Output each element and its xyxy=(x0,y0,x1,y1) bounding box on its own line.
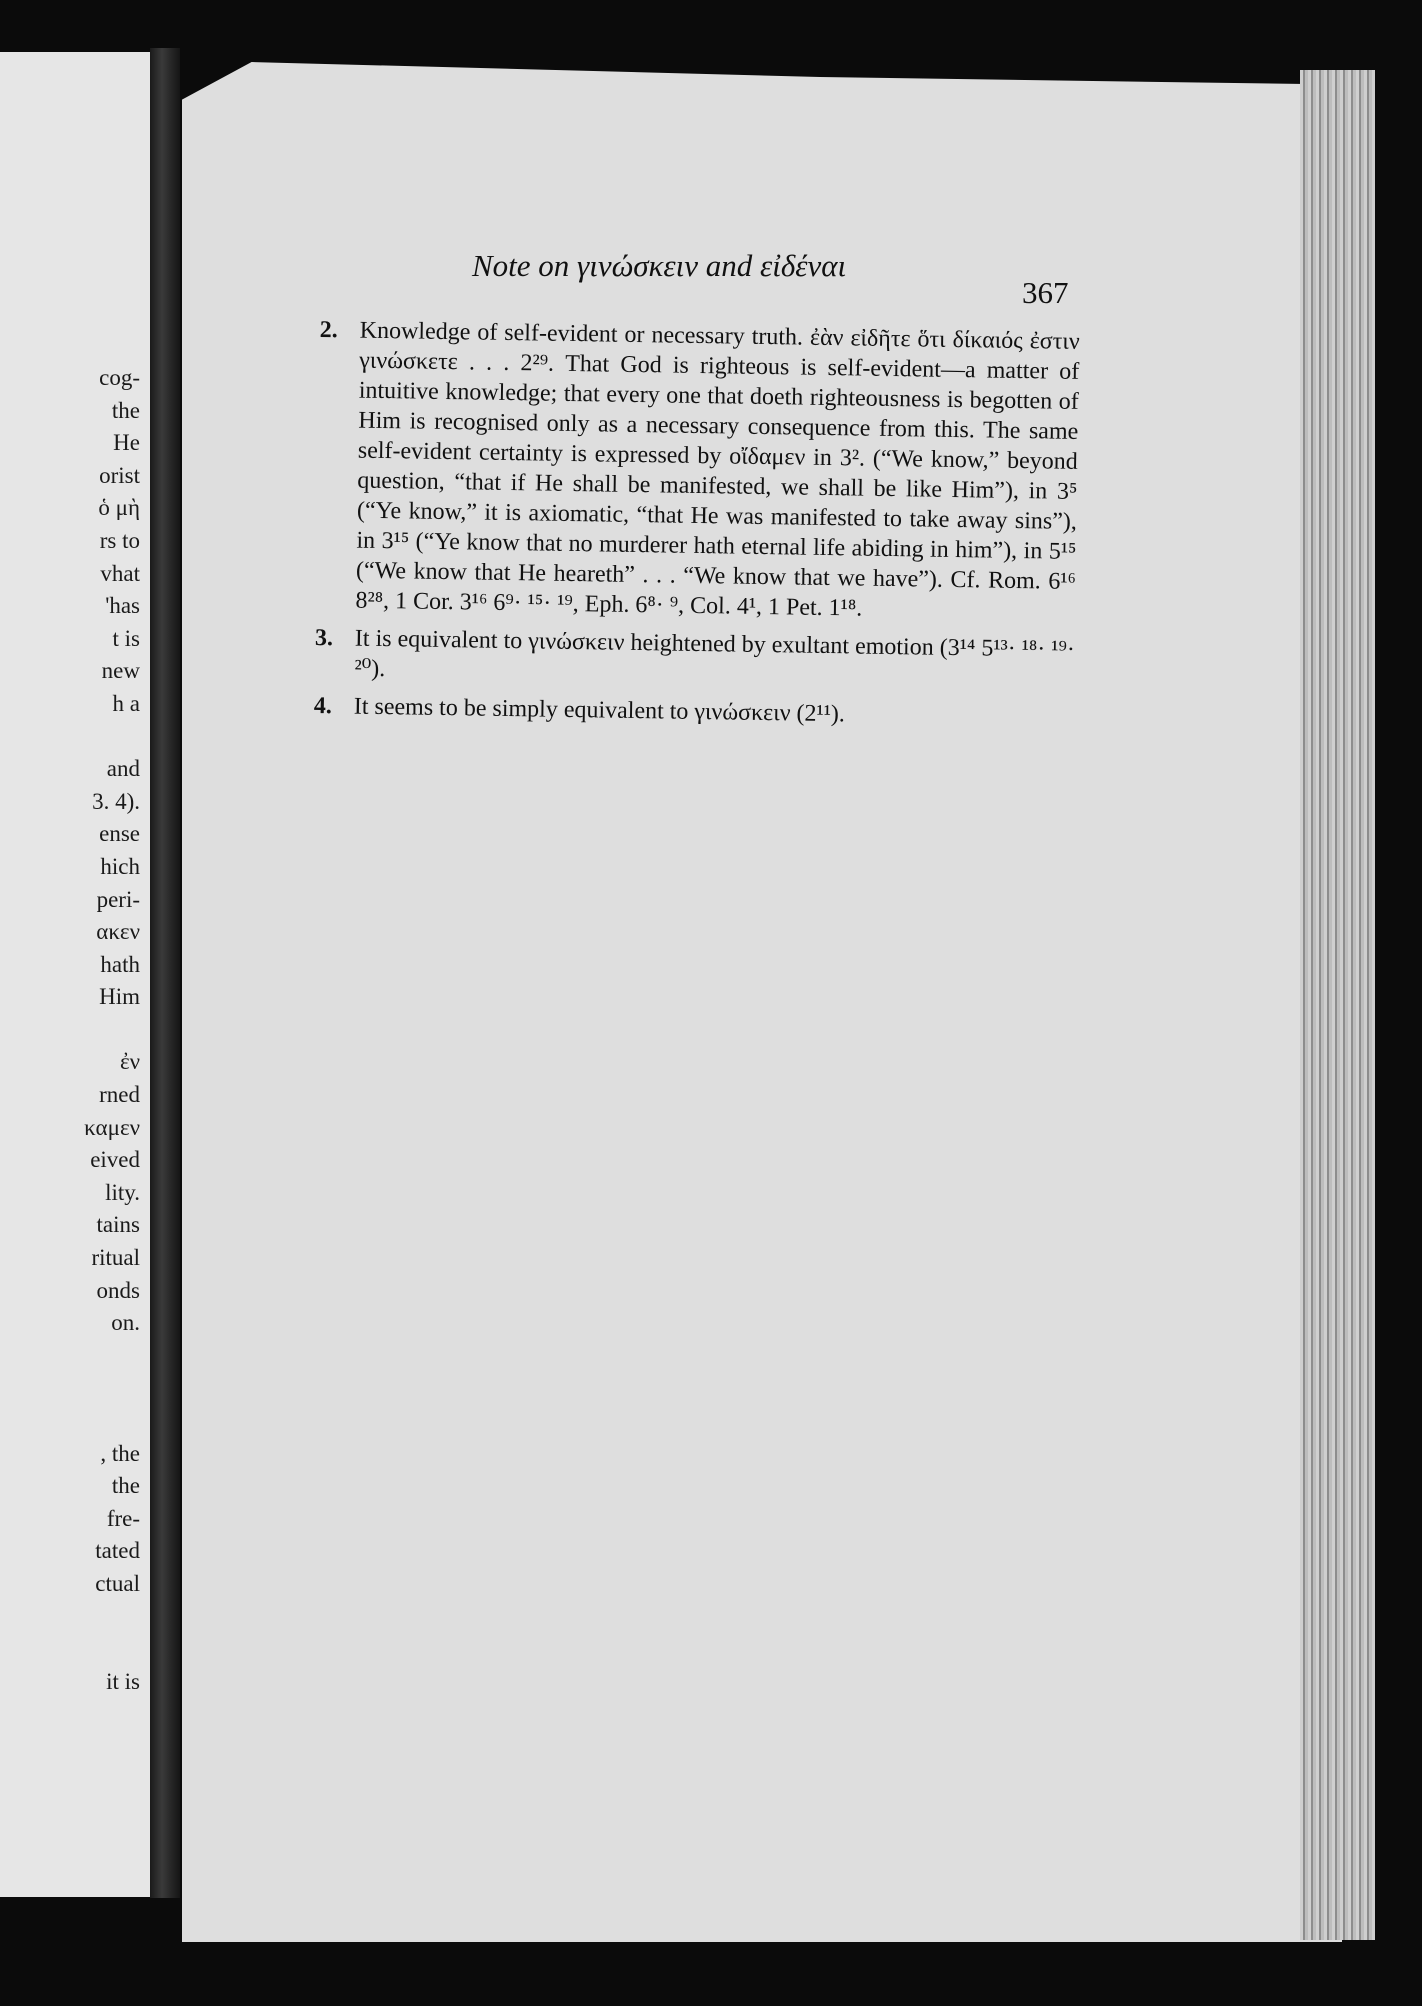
left-line: καμεν xyxy=(84,1114,140,1140)
list-item xyxy=(315,315,1080,627)
left-page xyxy=(0,52,150,1897)
left-line: rs to xyxy=(99,527,140,553)
left-line xyxy=(0,1601,140,1634)
left-line: it is xyxy=(106,1668,140,1694)
item-text: It is equivalent to γινώσκειν heightened by exultant emotion (3¹⁴ 5¹³· ¹⁸· ¹⁹· ²⁰). xyxy=(354,625,1076,683)
left-line: ακεν xyxy=(96,919,140,945)
left-line: onds xyxy=(96,1277,140,1303)
list-item xyxy=(314,691,1074,733)
book-gutter xyxy=(150,48,180,1898)
left-line: fre- xyxy=(106,1505,140,1531)
left-line: hich xyxy=(100,853,140,879)
item-number: 3. xyxy=(314,624,334,652)
left-line: ctual xyxy=(95,1570,140,1596)
left-line: h a xyxy=(112,690,140,716)
item-number: 2. xyxy=(319,316,338,344)
left-line: tains xyxy=(96,1212,140,1238)
left-line xyxy=(0,1014,140,1047)
list-item xyxy=(314,623,1075,695)
left-line: He xyxy=(113,430,140,456)
left-line: , the xyxy=(100,1440,140,1466)
left-line: Him xyxy=(99,984,140,1010)
left-line: peri- xyxy=(96,886,140,912)
left-line: rned xyxy=(99,1082,140,1108)
left-line: hath xyxy=(100,951,140,977)
left-line xyxy=(0,1405,140,1438)
left-line: eived xyxy=(90,1147,140,1173)
item-text: It seems to be simply equivalent to γινώσκειν (2¹¹). xyxy=(353,693,846,728)
left-line: ritual xyxy=(91,1245,140,1271)
left-line: new xyxy=(101,658,140,684)
left-line: and xyxy=(106,756,140,782)
left-line: the xyxy=(111,1473,140,1499)
left-line: t is xyxy=(112,625,140,651)
left-line xyxy=(0,721,140,754)
page-edges xyxy=(1300,70,1375,1940)
left-line xyxy=(0,1633,140,1666)
left-line xyxy=(0,1372,140,1405)
left-line: ἐν xyxy=(119,1049,140,1075)
left-line: orist xyxy=(99,462,140,488)
left-line: lity. xyxy=(105,1179,140,1205)
left-line: vhat xyxy=(100,560,140,586)
left-line: 3. 4). xyxy=(92,788,140,814)
left-line: the xyxy=(111,397,140,423)
left-line: cog- xyxy=(99,365,140,390)
left-line: on. xyxy=(111,1310,140,1336)
left-line: ense xyxy=(99,821,140,847)
left-line: tated xyxy=(95,1538,140,1564)
item-text: Knowledge of self-evident or necessary truth. ἐὰν εἰδῆτε ὅτι δίκαιός ἐστιν γινώσκετε . . . 2²⁹. That God is righteous is self-evident—a matter of intuitive knowledge; that every one that doeth righteousness is begotten of Him is recognised only as a necessary consequence from this. The same self-evident certainty is expressed by οἴδαμεν in 3². (“We know,” beyond question, “that if He shall be manifested, we shall be like Him”), in 3⁵ (“Ye know,” it is axiomatic, “that He was manifested to take away sins”), in 3¹⁵ (“Ye know that no murderer hath eternal life abiding in him”), in 5¹⁵ (“We know that He heareth” . . . “We know that we have”). Cf. Rom. 6¹⁶ 8²⁸, 1 Cor. 3¹⁶ 6⁹· ¹⁵· ¹⁹, Eph. 6⁸· ⁹, Col. 4¹, 1 Pet. 1¹⁸. xyxy=(355,317,1080,622)
left-page-text xyxy=(0,362,140,1698)
item-number: 4. xyxy=(313,692,333,720)
note-body xyxy=(313,315,1079,741)
left-line xyxy=(0,1340,140,1373)
page-number: 367 xyxy=(1022,275,1069,310)
left-line: ὁ μὴ xyxy=(98,495,140,521)
running-head: Note on γινώσκειν and εἰδέναι xyxy=(472,248,847,283)
left-line: 'has xyxy=(105,593,140,619)
